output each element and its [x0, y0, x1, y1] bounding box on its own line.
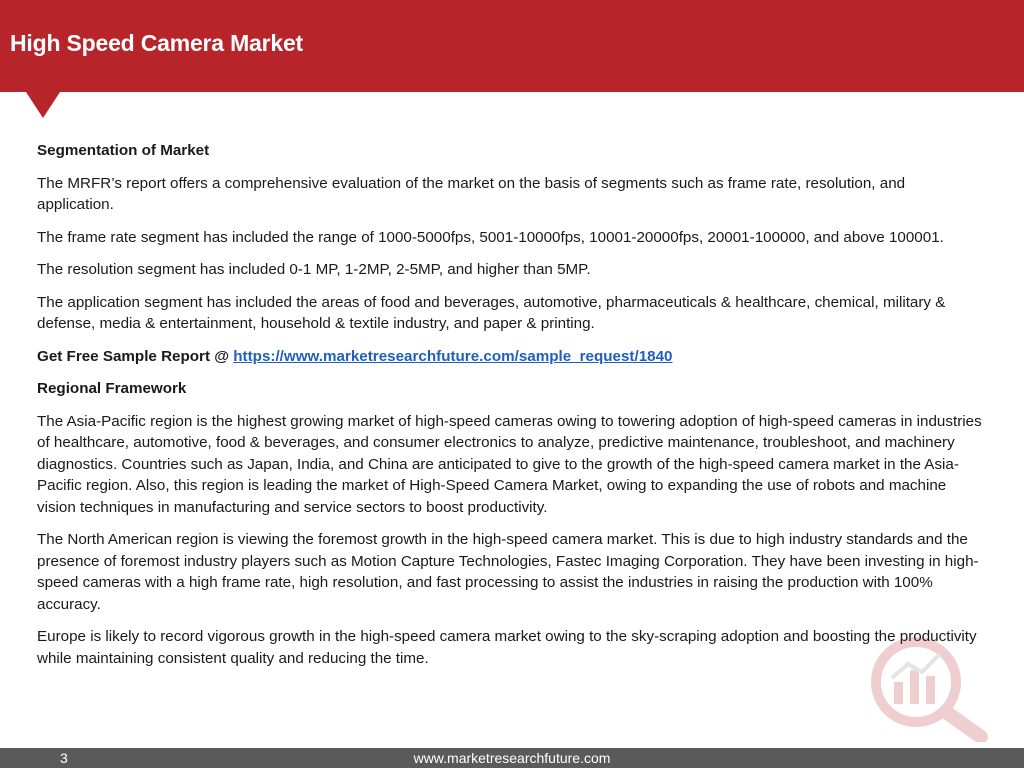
sample-report-label: Get Free Sample Report @ — [37, 347, 234, 365]
sample-report-link[interactable]: https://www.marketresearchfuture.com/sample_request/1840 — [233, 347, 673, 365]
paragraph-resolution: The resolution segment has included 0-1 MP, 1-2MP, 2-5MP, and higher than 5MP. — [37, 261, 591, 278]
page-title: High Speed Camera Market — [10, 30, 304, 56]
page-number: 3 — [60, 750, 68, 766]
header-bar — [0, 0, 1024, 92]
paragraph-frame-rate: The frame rate segment has included the range of 1000-5000fps, 5001-10000fps, 10001-20000fps, 20001-100000, and above 100001. — [37, 228, 944, 246]
main-content — [37, 140, 982, 680]
sample-report-line — [37, 346, 982, 368]
header-notch — [26, 92, 60, 118]
paragraph-asia-pacific: The Asia-Pacific region is the highest growing market of high-speed cameras owing to towering adoption of high-speed cameras in industries of healthcare, automotive, food & beverages, and consumer electronics to analyze, predictive maintenance, troubleshoot, and machinery diagnostics. Countries such as Japan, India, and China are anticipated to give to the growth of the high-speed camera market in the Asia-Pacific region. Also, this region is leading the market of High-Speed Camera Market, owing to expanding the use of robots and machine vision techniques in manufacturing and service sectors to boost productivity. — [37, 412, 982, 516]
segmentation-heading: Segmentation of Market — [37, 142, 210, 159]
footer-bar — [0, 748, 1024, 768]
paragraph-europe: Europe is likely to record vigorous growth in the high-speed camera market owing to the sky-scraping adoption and boosting the productivity while maintaining consistent quality and reducing the time. — [37, 628, 977, 667]
paragraph-north-america: The North American region is viewing the foremost growth in the high-speed camera market. This is due to high industry standards and the presence of foremost industry players such as Motion Capture Technologies, Fastec Imaging Corporation. They have been investing in high-speed cameras with a high frame rate, high resolution, and fast processing to assist the industries in raising the production with 100% accuracy. — [37, 531, 979, 613]
footer-url: www.marketresearchfuture.com — [413, 750, 611, 766]
paragraph-overview: The MRFR’s report offers a comprehensive evaluation of the market on the basis of segments such as frame rate, resolution, and application. — [37, 174, 906, 213]
magnifier-chart-logo-icon — [856, 632, 996, 742]
regional-heading: Regional Framework — [37, 380, 187, 397]
paragraph-application: The application segment has included the areas of food and beverages, automotive, pharmaceuticals & healthcare, chemical, military & defense, media & entertainment, household & textile industry, and paper & printing. — [37, 293, 946, 332]
